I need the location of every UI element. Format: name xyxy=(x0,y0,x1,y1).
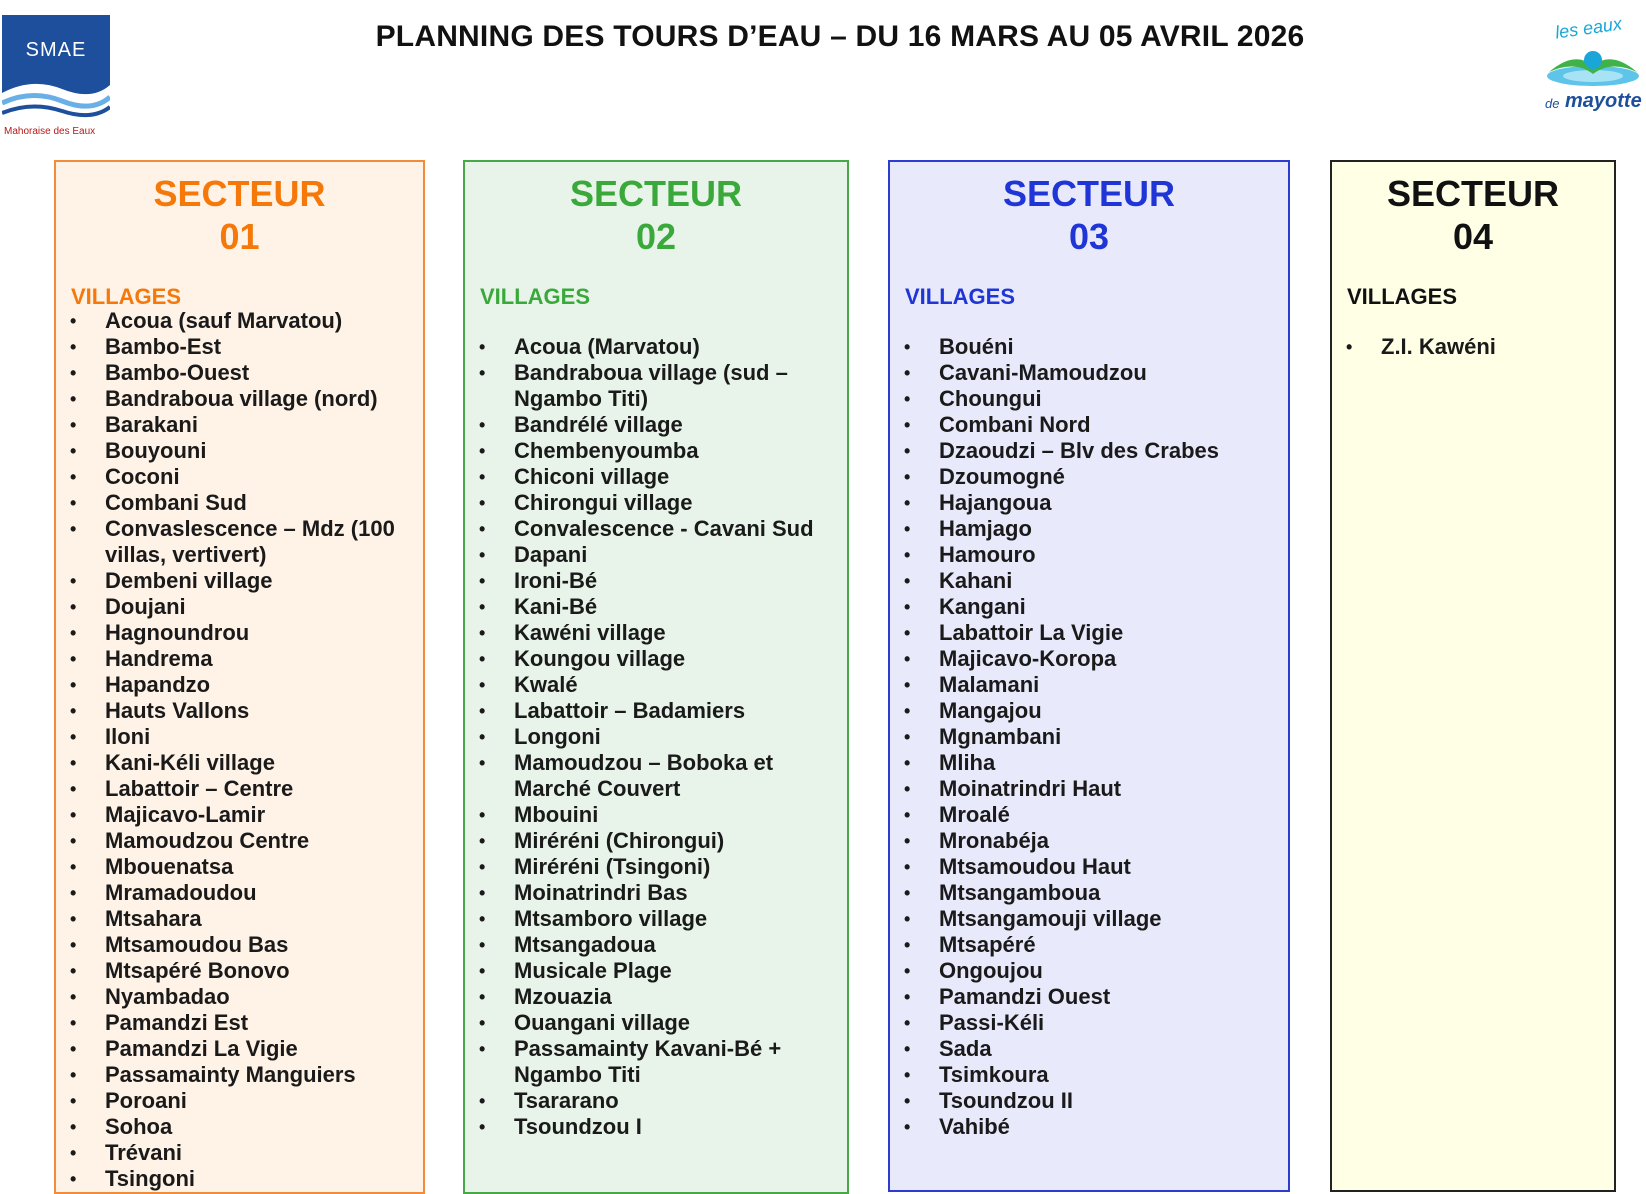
village-item: • Mramadoudou xyxy=(68,880,419,906)
sector-01-panel xyxy=(54,160,425,1194)
wave-icon xyxy=(2,15,110,119)
villages-label: VILLAGES xyxy=(71,284,182,309)
village-item: • Kani-Kéli village xyxy=(68,750,419,776)
village-item: • Passamainty Kavani-Bé + Ngambo Titi xyxy=(477,1036,843,1088)
village-item: • Coconi xyxy=(68,464,419,490)
sector-number: 04 xyxy=(1452,216,1494,257)
village-item: • Mronabéja xyxy=(902,828,1284,854)
village-item: • Z.I. Kawéni xyxy=(1344,334,1610,360)
village-item: • Labattoir La Vigie xyxy=(902,620,1284,646)
sector-title xyxy=(465,172,847,258)
village-item: • Barakani xyxy=(68,412,419,438)
village-item: • Mtsapéré xyxy=(902,932,1284,958)
village-list xyxy=(1344,334,1610,360)
village-item: • Doujani xyxy=(68,594,419,620)
village-item: • Tsoundzou II xyxy=(902,1088,1284,1114)
villages-label: VILLAGES xyxy=(480,284,591,309)
village-item: • Convaslescence – Mdz (100 villas, vertivert) xyxy=(68,516,419,568)
villages-label: VILLAGES xyxy=(905,284,1016,309)
village-item: • Mtsamoudou Bas xyxy=(68,932,419,958)
smae-logo-box xyxy=(2,15,110,119)
village-item: • Acoua (sauf Marvatou) xyxy=(68,308,419,334)
village-item: • Acoua (Marvatou) xyxy=(477,334,843,360)
village-item: • Choungui xyxy=(902,386,1284,412)
village-item: • Dembeni village xyxy=(68,568,419,594)
smae-logo xyxy=(2,15,114,140)
village-item: • Kawéni village xyxy=(477,620,843,646)
village-item: • Pamandzi Est xyxy=(68,1010,419,1036)
les-eaux-de-mayotte-logo xyxy=(1525,13,1645,123)
sector-03-panel xyxy=(888,160,1290,1192)
sector-label: SECTEUR xyxy=(569,173,743,214)
logo-line1: les eaux xyxy=(1553,13,1624,43)
village-item: • Mgnambani xyxy=(902,724,1284,750)
village-item: • Convalescence - Cavani Sud xyxy=(477,516,843,542)
village-item: • Mamoudzou – Boboka et Marché Couvert xyxy=(477,750,843,802)
village-item: • Vahibé xyxy=(902,1114,1284,1140)
village-item: • Chembenyoumba xyxy=(477,438,843,464)
village-item: • Moinatrindri Bas xyxy=(477,880,843,906)
village-item: • Miréréni (Chirongui) xyxy=(477,828,843,854)
village-item: • Musicale Plage xyxy=(477,958,843,984)
sector-label: SECTEUR xyxy=(1002,173,1176,214)
village-item: • Ouangani village xyxy=(477,1010,843,1036)
village-item: • Bandraboua village (sud – Ngambo Titi) xyxy=(477,360,843,412)
village-item: • Hamouro xyxy=(902,542,1284,568)
village-item: • Kani-Bé xyxy=(477,594,843,620)
village-item: • Nyambadao xyxy=(68,984,419,1010)
village-item: • Pamandzi La Vigie xyxy=(68,1036,419,1062)
village-list xyxy=(68,308,419,1192)
village-list xyxy=(477,334,843,1140)
village-item: • Chiconi village xyxy=(477,464,843,490)
village-item: • Majicavo-Lamir xyxy=(68,802,419,828)
logo-de: de xyxy=(1545,96,1560,111)
village-item: • Hapandzo xyxy=(68,672,419,698)
village-item: • Passamainty Manguiers xyxy=(68,1062,419,1088)
village-item: • Bouéni xyxy=(902,334,1284,360)
village-item: • Mamoudzou Centre xyxy=(68,828,419,854)
village-item: • Mtsahara xyxy=(68,906,419,932)
village-item: • Kahani xyxy=(902,568,1284,594)
village-item: • Moinatrindri Haut xyxy=(902,776,1284,802)
village-item: • Tsararano xyxy=(477,1088,843,1114)
village-item: • Bambo-Est xyxy=(68,334,419,360)
village-item: • Dzaoudzi – Blv des Crabes xyxy=(902,438,1284,464)
sector-number: 01 xyxy=(219,216,260,257)
smae-logo-caption: Mahoraise des Eaux xyxy=(4,126,96,137)
village-item: • Pamandzi Ouest xyxy=(902,984,1284,1010)
village-item: • Hajangoua xyxy=(902,490,1284,516)
village-item: • Mliha xyxy=(902,750,1284,776)
sector-04-panel xyxy=(1330,160,1616,1192)
village-item: • Bambo-Ouest xyxy=(68,360,419,386)
village-item: • Sohoa xyxy=(68,1114,419,1140)
village-item: • Mbouenatsa xyxy=(68,854,419,880)
village-item: • Bouyouni xyxy=(68,438,419,464)
village-item: • Mtsamoudou Haut xyxy=(902,854,1284,880)
logo-line2: mayotte xyxy=(1565,90,1642,112)
sector-label: SECTEUR xyxy=(1386,173,1560,214)
sector-label: SECTEUR xyxy=(153,173,326,214)
village-item: • Mroalé xyxy=(902,802,1284,828)
village-item: • Mangajou xyxy=(902,698,1284,724)
village-item: • Bandrélé village xyxy=(477,412,843,438)
village-list xyxy=(902,334,1284,1140)
village-item: • Tsimkoura xyxy=(902,1062,1284,1088)
village-item: • Combani Sud xyxy=(68,490,419,516)
village-item: • Labattoir – Centre xyxy=(68,776,419,802)
village-item: • Longoni xyxy=(477,724,843,750)
village-item: • Hauts Vallons xyxy=(68,698,419,724)
village-item: • Malamani xyxy=(902,672,1284,698)
smae-logo-name: SMAE xyxy=(25,39,87,61)
village-item: • Mbouini xyxy=(477,802,843,828)
villages-label: VILLAGES xyxy=(1347,284,1458,309)
village-item: • Tsingoni xyxy=(68,1166,419,1192)
village-item: • Mtsangamouji village xyxy=(902,906,1284,932)
village-item: • Majicavo-Koropa xyxy=(902,646,1284,672)
sector-number: 02 xyxy=(635,216,677,257)
village-item: • Kwalé xyxy=(477,672,843,698)
village-item: • Mtsamboro village xyxy=(477,906,843,932)
sector-02-panel xyxy=(463,160,849,1194)
village-item: • Hamjago xyxy=(902,516,1284,542)
village-item: • Koungou village xyxy=(477,646,843,672)
village-item: • Labattoir – Badamiers xyxy=(477,698,843,724)
page-title: PLANNING DES TOURS D’EAU – DU 16 MARS AU 05 AVRIL 2026 xyxy=(375,20,1305,53)
sector-title xyxy=(56,172,423,258)
village-item: • Dapani xyxy=(477,542,843,568)
village-item: • Cavani-Mamoudzou xyxy=(902,360,1284,386)
village-item: • Kangani xyxy=(902,594,1284,620)
village-item: • Ongoujou xyxy=(902,958,1284,984)
village-item: • Ironi-Bé xyxy=(477,568,843,594)
village-item: • Mtsangamboua xyxy=(902,880,1284,906)
village-item: • Combani Nord xyxy=(902,412,1284,438)
sector-number: 03 xyxy=(1068,216,1110,257)
village-item: • Miréréni (Tsingoni) xyxy=(477,854,843,880)
sector-title xyxy=(890,172,1288,258)
village-item: • Mtsangadoua xyxy=(477,932,843,958)
village-item: • Hagnoundrou xyxy=(68,620,419,646)
village-item: • Passi-Kéli xyxy=(902,1010,1284,1036)
village-item: • Iloni xyxy=(68,724,419,750)
village-item: • Chirongui village xyxy=(477,490,843,516)
village-item: • Mzouazia xyxy=(477,984,843,1010)
sector-title xyxy=(1332,172,1614,258)
village-item: • Trévani xyxy=(68,1140,419,1166)
village-item: • Poroani xyxy=(68,1088,419,1114)
village-item: • Dzoumogné xyxy=(902,464,1284,490)
village-item: • Mtsapéré Bonovo xyxy=(68,958,419,984)
village-item: • Tsoundzou I xyxy=(477,1114,843,1140)
village-item: • Sada xyxy=(902,1036,1284,1062)
village-item: • Bandraboua village (nord) xyxy=(68,386,419,412)
village-item: • Handrema xyxy=(68,646,419,672)
water-drop-icon xyxy=(1545,46,1641,90)
